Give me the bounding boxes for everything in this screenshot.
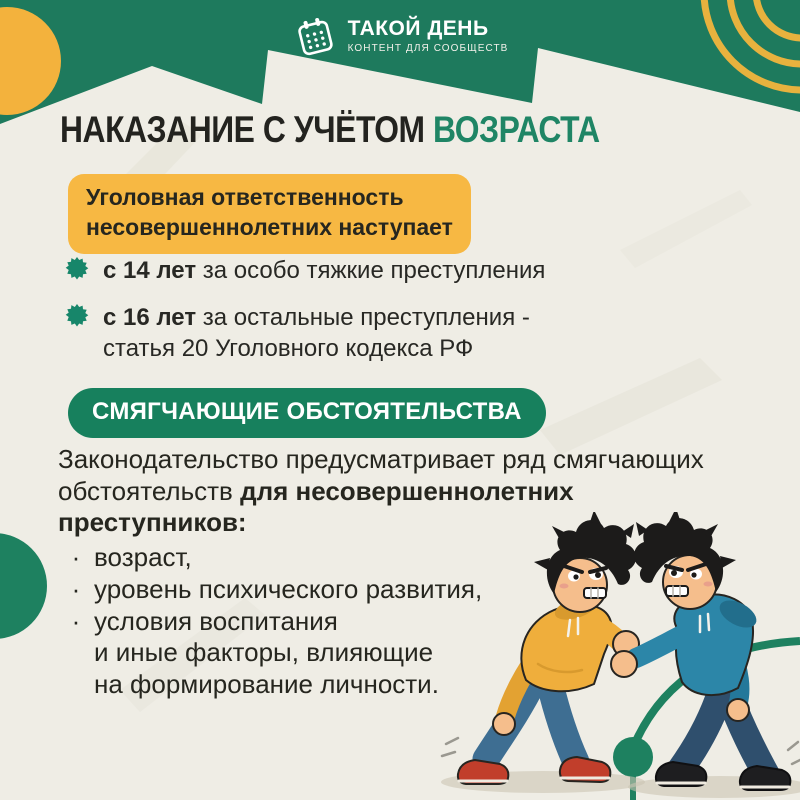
age-point-16 — [64, 303, 684, 364]
green-circle-left — [0, 533, 47, 639]
title-main: НАКАЗАНИЕ С УЧЁТОМ — [60, 109, 434, 150]
starburst-icon — [64, 304, 90, 330]
boy-teal — [611, 512, 790, 790]
starburst-icon — [64, 257, 90, 283]
intro-badge — [68, 174, 471, 254]
age-label: с 16 лет — [103, 304, 197, 332]
page-title — [60, 109, 600, 151]
title-highlight: ВОЗРАСТА — [433, 109, 600, 150]
age-text: за остальные преступления - — [196, 304, 530, 332]
section-badge: СМЯГЧАЮЩИЕ ОБСТОЯТЕЛЬСТВА — [68, 388, 546, 438]
paragraph-line1: Законодательство предусматривает ряд смягчающих — [58, 444, 704, 474]
age-label: с 14 лет — [103, 257, 197, 284]
paragraph-line2: обстоятельств для несовершеннолетних — [58, 475, 574, 506]
age-points — [64, 256, 684, 381]
age-point-14 — [64, 256, 684, 286]
list-item: · условия воспитания — [71, 605, 338, 636]
fist — [611, 651, 637, 677]
paragraph-line3: преступников: — [58, 507, 247, 538]
list-item: · возраст, — [71, 542, 192, 573]
logo-title: ТАКОЙ ДЕНЬ — [347, 16, 489, 40]
calendar-icon — [287, 8, 343, 64]
list-item-continuation: и иные факторы, влияющие — [94, 637, 434, 668]
brand-logo — [0, 13, 800, 59]
hair-spike — [720, 556, 736, 568]
two-boys-fighting-illustration — [438, 512, 800, 800]
boy-yellow — [458, 512, 639, 784]
hair-spike — [590, 512, 601, 524]
age-text: за особо тяжкие преступления — [196, 257, 546, 284]
list-item: · уровень психического развития, — [71, 573, 483, 604]
age-text-line2: статья 20 Уголовного кодекса РФ — [103, 334, 474, 362]
logo-tagline: КОНТЕНТ ДЛЯ СООБЩЕСТВ — [347, 43, 509, 55]
hair-spike — [534, 558, 550, 570]
intro-badge-line1: Уголовная ответственность — [86, 184, 404, 210]
intro-badge-line2: несовершеннолетних наступает — [86, 213, 453, 240]
list-item-continuation: на формирование личности. — [94, 669, 439, 700]
